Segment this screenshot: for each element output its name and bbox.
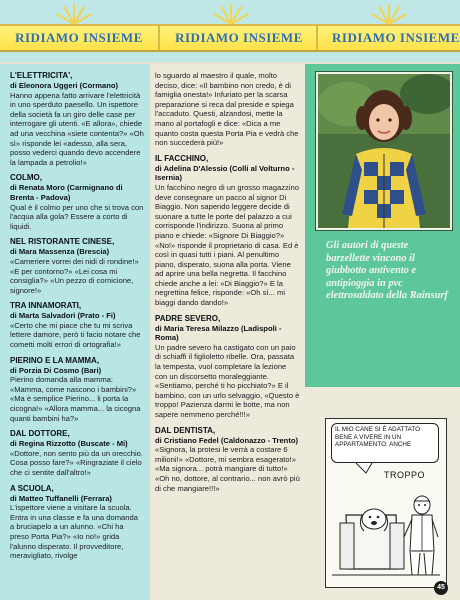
joke-block xyxy=(10,237,144,295)
joke-block xyxy=(10,301,144,349)
joke-block xyxy=(10,71,144,167)
joke-title: DAL DOTTORE, xyxy=(10,429,70,439)
joke-title: A SCUOLA, xyxy=(10,483,54,493)
joke-title: PIERINO E LA MAMMA, xyxy=(10,355,100,365)
joke-block xyxy=(10,356,144,424)
joke-author: di Adelina D'Alessio (Colli al Volturno - Isernia) xyxy=(155,163,295,183)
joke-title: NEL RISTORANTE CINESE, xyxy=(10,237,115,247)
joke-author: di Cristiano Fedel (Caldonazzo - Trento) xyxy=(155,435,299,445)
column-2-text xyxy=(155,71,300,499)
banner-title: RIDIAMO INSIEME xyxy=(175,30,303,45)
joke-author: di Matteo Tuffanelli (Ferrara) xyxy=(10,493,112,503)
photo-caption: Gli autori di queste barzellette vincono il giubbotto antivento e antipioggia in pvc elettrosaldato della Rainsurf xyxy=(326,240,448,301)
child-photo-illustration xyxy=(318,74,450,228)
joke-author: di Eleonora Uggeri (Cormano) xyxy=(10,81,119,90)
banner-strip xyxy=(0,24,460,52)
joke-body: Un padre severo ha castigato con un paio di schiaffi il figlioletto ribelle. Ora, passata la tempesta, vuol completare la lezione con un discorsetto moraleggiante. «Sentiamo, perché ti ho picchiato?» E il bambino, con un urlo selvaggio, «Questo è troppo! Pazienza darmi le botte, ma non sapere nemmeno perché!!!» xyxy=(155,342,300,419)
joke-author: di Porzia Di Cosmo (Bari) xyxy=(10,365,102,375)
joke-body: «Certo che mi piace che tu mi scriva lettere damore, però ti facio notare che cometti molti errori di ortografia!» xyxy=(10,320,141,350)
joke-body: Qual è il colmo per uno che si trova con l'acqua alla gola? Essere a corto di liquidi. xyxy=(10,202,144,231)
joke-author: di Renata Moro (Carmignano di Brenta - Padova) xyxy=(10,183,123,202)
joke-author: di Mara Massenza (Brescia) xyxy=(10,247,110,257)
joke-title: L'ELETTRICITA', xyxy=(10,71,73,80)
joke-author: di Regina Rizzotto (Buscate - Mi) xyxy=(10,439,128,449)
joke-block xyxy=(155,154,300,308)
joke-block xyxy=(10,429,144,477)
banner-title: RIDIAMO INSIEME xyxy=(332,30,460,45)
sun-icon xyxy=(359,2,419,24)
joke-title: COLMO, xyxy=(10,173,42,183)
joke-body: «Signora, la protesi le verrà a costare 6 milioni!» «Dottore, mi sembra esagerato!» «Ma signora... potrà mangiare di tutto!» «Oh no, dottore, al contrario... non avrò più di che mangiare!!!» xyxy=(155,445,300,493)
joke-body: Un facchino negro di un grosso magazzino deve consegnare un pacco al signor Di Biaggio. Non sapendo leggere decide di suonare a tutte le porte del palazzo a cui corrisponde l'indirizzo. Suona al primo piano e chiede: «Signore Di Biaggio?» «No!» risponde il proprietario di casa. Ed è così in quasi tutti i piani. Al penultimo piano, disperato, suona alla porta. Viene ad aprire una bella negretta. Il facchino chiede anche a lei: «Di Biaggio?» E la negrettina felice, risponde: «Oh sì... mi biaggi dando dando!» xyxy=(155,182,299,308)
speech-punchline: TROPPO xyxy=(384,470,426,480)
joke-title: DAL DENTISTA, xyxy=(155,425,216,435)
joke-block xyxy=(10,173,144,231)
joke-title: PADRE SEVERO, xyxy=(155,313,221,323)
joke-title: TRA INNAMORATI, xyxy=(10,301,82,311)
joke-body: Hanno appena fatto arrivare l'elettricità in uno sperduto paesello. Un ispettore della società fa un giro delle case per interrogare gli utenti. «E allora», chiede ad una vecchina «siete contenta?» «Oh sì» risponde lei «adesso, alla sera, posso vederci quando devo accendere la lampada a petrolio!» xyxy=(10,90,144,167)
column-1-text xyxy=(10,71,144,567)
joke-body: L'ispettore viene a visitare la scuola. Entra in una classe e fa una domanda a bruciapelo a un alunno. «Chi ha preso Porta Pia?» «Io no!» grida l'alunno disperato. Il provveditore, meravigliato, rivolge xyxy=(10,503,138,561)
page-number: 45 xyxy=(434,581,448,595)
header-banner xyxy=(0,0,460,62)
joke-body: «Cameriere vorrei dei nidi di rondine!» «E per contorno?» «Lei cosa mi consiglia?» «Un pezzo di cornicione, signore!» xyxy=(10,256,139,295)
sun-icon xyxy=(201,2,261,24)
joke-continuation xyxy=(155,71,300,148)
sun-icon xyxy=(44,2,104,24)
joke-body: Pierino domanda alla mamma: «Mamma, come nascono i bambini?» «Ma è semplice Pierino... li porta la cicogna!» «Allora mamma... la cicogna quanti bambini ha?» xyxy=(10,375,141,423)
joke-author: di Maria Teresa Milazzo (Ladispoli - Roma) xyxy=(155,323,282,343)
child-photo xyxy=(316,72,452,230)
cartoon-panel xyxy=(325,418,447,588)
joke-block xyxy=(155,426,300,494)
banner-title: RIDIAMO INSIEME xyxy=(15,30,143,45)
joke-title: IL FACCHINO, xyxy=(155,153,209,163)
joke-body: «Dottore, non sento più da un orecchio. Cosa posso fare?» «Ringraziate il cielo che ci sentite dall'altro!» xyxy=(10,448,143,477)
speech-bubble: IL MIO CANE SI È ADATTATO BENE A VIVERE IN UN APPARTAMENTO: ANCHE xyxy=(331,423,439,463)
joke-body: lo sguardo al maestro il quale, molto deciso, dice: «Il bambino non credo, è di famiglia onesta!» Infuriato per la scarsa preparazione si reca dal preside e spiega l'accaduto. Questi, alzandosi, mette la mano al portafogli e dice: «Dica a me quanto costa questa Porta Pia e vedrà che non succederà più!» xyxy=(155,71,299,148)
joke-author: di Marta Salvadori (Prato - Fi) xyxy=(10,311,116,321)
joke-block xyxy=(155,314,300,420)
joke-block xyxy=(10,484,144,561)
cartoon-drawing xyxy=(326,419,446,587)
